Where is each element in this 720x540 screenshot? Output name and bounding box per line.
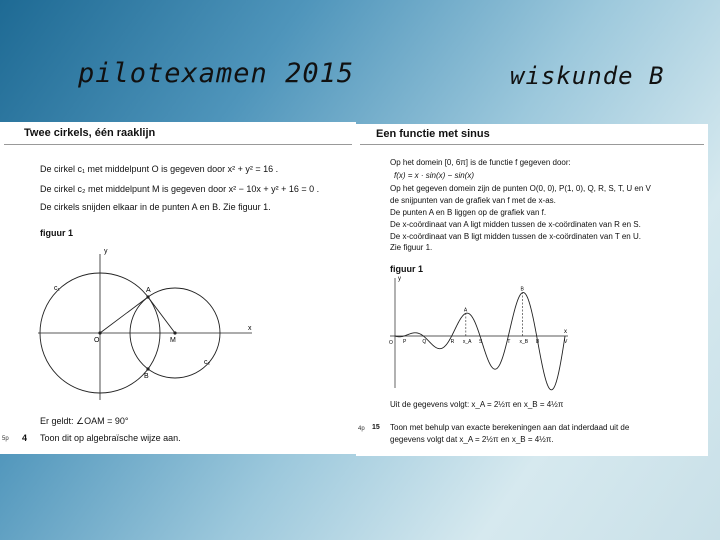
left-fig-O-label: O bbox=[94, 337, 100, 344]
left-fig-c1-label: c₁ bbox=[54, 285, 60, 292]
left-question: Toon dit op algebraïsche wijze aan. bbox=[40, 433, 181, 443]
right-question-number: 15 bbox=[372, 424, 380, 431]
right-fig-y-label: y bbox=[398, 276, 401, 282]
right-fig-V-label: V bbox=[564, 339, 568, 345]
right-figure-graph bbox=[386, 272, 576, 392]
right-question-line-1: Toon met behulp van exacte berekeningen aan dat inderdaad uit de bbox=[390, 423, 630, 432]
left-exam-panel bbox=[0, 122, 356, 454]
right-figure-label: figuur 1 bbox=[390, 264, 423, 274]
left-fig-B-label: B bbox=[144, 373, 149, 380]
right-fig-O-label: O bbox=[389, 340, 393, 346]
right-fig-A-label: A bbox=[463, 307, 468, 314]
right-heading: Een functie met sinus bbox=[376, 128, 490, 140]
point-O bbox=[98, 331, 101, 334]
left-fig-y-label: y bbox=[104, 248, 108, 255]
left-heading-rule bbox=[4, 144, 352, 145]
left-heading: Twee cirkels, één raaklijn bbox=[24, 127, 156, 139]
right-heading-rule bbox=[360, 144, 704, 145]
right-fig-R-label: R bbox=[450, 339, 455, 345]
point-M bbox=[173, 331, 176, 334]
right-text-line-6: De x-coördinaat van A ligt midden tussen de x-coördinaten van R en S. bbox=[390, 220, 641, 229]
right-fig-S-label: S bbox=[479, 339, 483, 345]
right-text-line-3: Op het gegeven domein zijn de punten O(0, 0), P(1, 0), Q, R, S, T, U en V bbox=[390, 184, 651, 193]
left-question-number: 4 bbox=[22, 433, 28, 443]
right-text-line-8: Zie figuur 1. bbox=[390, 243, 433, 252]
right-fig-P-label: P bbox=[403, 339, 407, 345]
right-text-line-7: De x-coördinaat van B ligt midden tussen de x-coördinaten van T en U. bbox=[390, 232, 641, 241]
right-exam-panel bbox=[356, 124, 708, 456]
right-question-line-2: gegevens volgt dat x_A = 2½π en x_B = 4½π. bbox=[390, 435, 554, 444]
segment-OA bbox=[100, 297, 148, 333]
left-fig-c2-label: c₂ bbox=[204, 359, 211, 366]
right-fig-xA-label: x_A bbox=[462, 339, 472, 345]
left-text-line-3: De cirkels snijden elkaar in de punten A en B. Zie figuur 1. bbox=[40, 202, 271, 212]
slide-title-right: wiskunde B bbox=[510, 62, 665, 90]
left-fig-A-label: A bbox=[146, 287, 151, 294]
slide-title-left: pilotexamen 2015 bbox=[78, 58, 355, 89]
point-A bbox=[146, 295, 149, 298]
right-fig-Q-label: Q bbox=[422, 339, 427, 345]
right-given: Uit de gegevens volgt: x_A = 2½π en x_B = 4½π bbox=[390, 400, 564, 409]
left-text-line-1: De cirkel c₁ met middelpunt O is gegeven door x² + y² = 16 . bbox=[40, 164, 279, 174]
right-fig-T-label: T bbox=[507, 339, 511, 345]
left-given: Er geldt: ∠OAM = 90° bbox=[40, 416, 129, 426]
segment-AM bbox=[148, 297, 175, 333]
left-figure-label: figuur 1 bbox=[40, 228, 73, 238]
left-fig-x-label: x bbox=[248, 325, 252, 332]
right-text-line-4: de snijpunten van de grafiek van f met de x-as. bbox=[390, 196, 556, 205]
right-text-line-5: De punten A en B liggen op de grafiek van f. bbox=[390, 208, 547, 217]
right-fig-U-label: U bbox=[535, 339, 540, 345]
left-figure-circles bbox=[30, 240, 270, 410]
right-fig-B-label: B bbox=[520, 286, 524, 293]
left-points: 5p bbox=[2, 436, 9, 442]
right-text-line-2: f(x) = x · sin(x) − sin(x) bbox=[394, 171, 475, 180]
point-B bbox=[146, 367, 149, 370]
left-text-line-2: De cirkel c₂ met middelpunt M is gegeven door x² − 10x + y² + 16 = 0 . bbox=[40, 184, 320, 194]
right-text-line-1: Op het domein [0, 6π] is de functie f gegeven door: bbox=[390, 158, 571, 167]
right-fig-xB-label: x_B bbox=[519, 339, 529, 345]
left-fig-M-label: M bbox=[170, 337, 176, 344]
right-fig-x-label: x bbox=[564, 329, 567, 335]
right-points: 4p bbox=[358, 426, 365, 432]
